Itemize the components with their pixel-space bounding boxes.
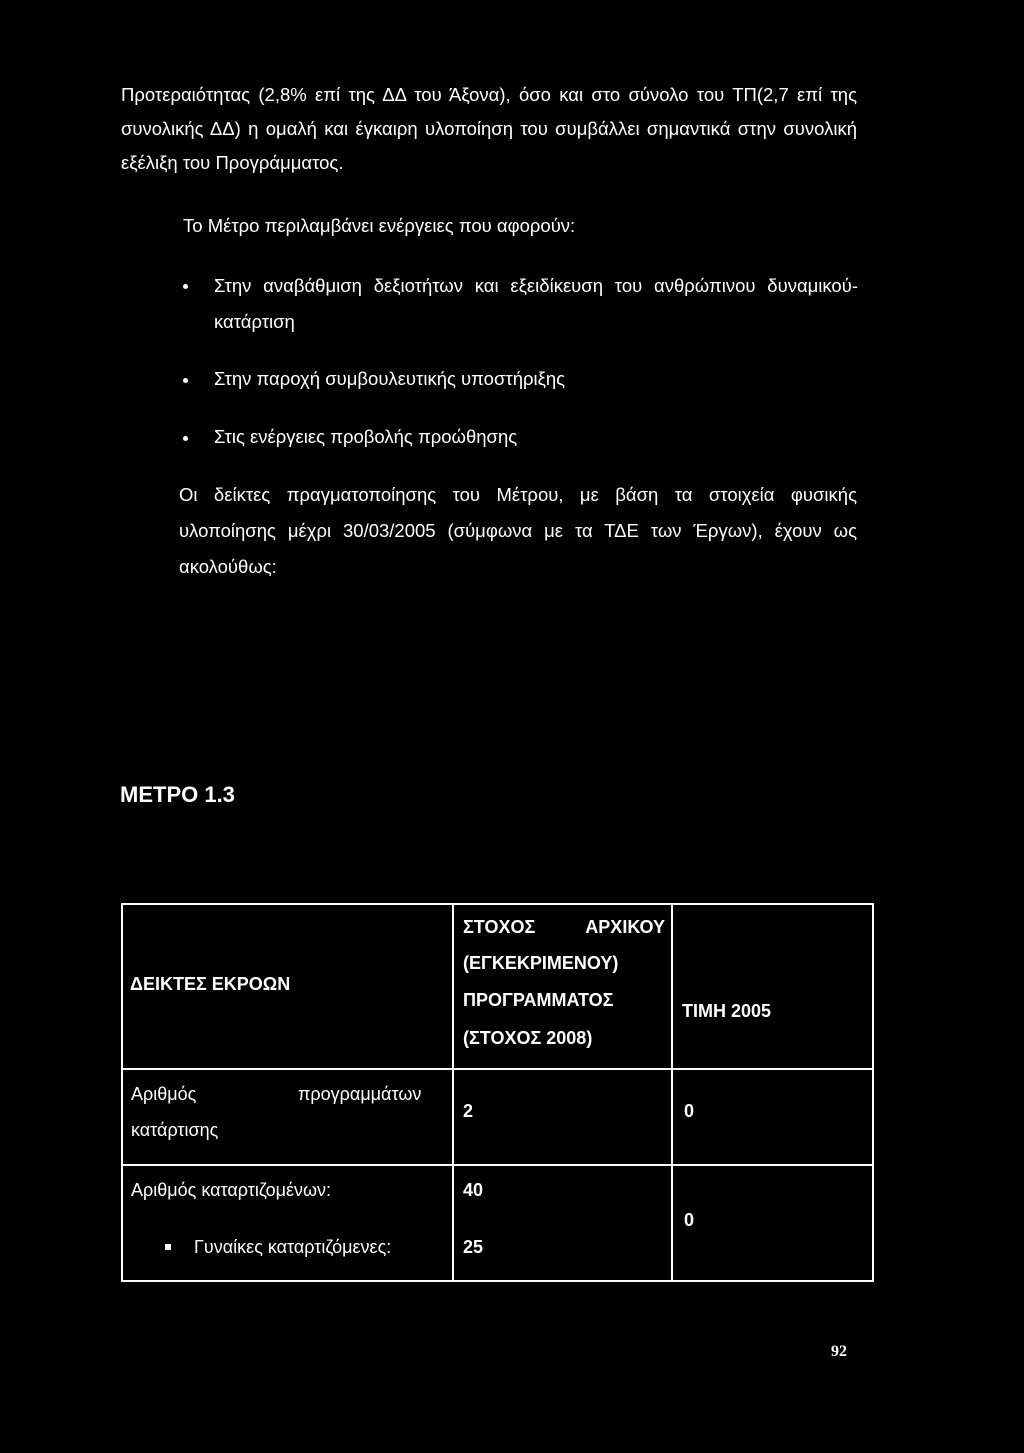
bullet-dot-icon [183, 378, 188, 383]
header-output-indicators: ΔΕΙΚΤΕΣ ΕΚΡΟΩΝ [130, 974, 291, 994]
section-title: ΜΕΤΡΟ 1.3 [120, 782, 235, 807]
bullet-dot-icon [183, 284, 188, 289]
header-target-line3: ΠΡΟΓΡΑΜΜΑΤΟΣ [463, 990, 614, 1010]
header-value-2005: ΤΙΜΗ 2005 [682, 1001, 772, 1021]
row2-value: 0 [684, 1210, 695, 1230]
bullet-item-promotion: Στις ενέργειες προβολής προώθησης [214, 426, 518, 447]
bullet-item-training: Στην αναβάθμιση δεξιοτήτων και εξειδίκευση του ανθρώπινου δυναμικού-κατάρτιση [214, 275, 858, 332]
table-col-divider-2 [671, 903, 673, 1282]
page-number: 92 [831, 1343, 847, 1360]
bullet-item-consulting: Στην παροχή συμβουλευτικής υποστήριξης [214, 368, 566, 389]
row1-value: 0 [684, 1101, 695, 1121]
row2-label: Αριθμός καταρτιζομένων: [131, 1180, 332, 1200]
table-border-left [121, 903, 123, 1282]
row2-target: 40 [463, 1180, 484, 1200]
bullet-dot-icon [183, 436, 188, 441]
intro-paragraph: Προτεραιότητας (2,8% επί της ΔΔ του Άξονα), όσο και στο σύνολο του ΤΠ(2,7 επί της συνολικής ΔΔ) η ομαλή και έγκαιρη υλοποίηση του συμβάλλει σημαντικά στην συνολική εξέλιξη του Προγράμματος. [121, 84, 857, 173]
table-border-top [121, 903, 874, 905]
header-target-line1: ΣΤΟΧΟΣ ΑΡΧΙΚΟΥ [463, 917, 665, 937]
table-col-divider-1 [452, 903, 454, 1282]
row1-target: 2 [463, 1101, 474, 1121]
row1-label-left: Αριθμός [131, 1084, 197, 1104]
header-target-line2: (ΕΓΚΕΚΡΙΜΕΝΟΥ) [463, 953, 619, 973]
table-header-divider [121, 1068, 874, 1070]
table-border-bottom [121, 1280, 874, 1282]
square-bullet-icon [165, 1244, 171, 1250]
indicators-intro-paragraph: Οι δείκτες πραγματοποίησης του Μέτρου, με βάση τα στοιχεία φυσικής υλοποίησης μέχρι 30/03/2005 (σύμφωνα με τα ΤΔΕ των Έργων), έχουν ως ακολούθως: [179, 484, 857, 577]
row2-sub-label: Γυναίκες καταρτιζόμενες: [194, 1237, 392, 1257]
row1-label-line2: κατάρτισης [131, 1120, 219, 1140]
table-border-right [872, 903, 874, 1282]
measure-intro-paragraph: Το Μέτρο περιλαμβάνει ενέργειες που αφορούν: [183, 215, 576, 236]
table-row-divider [121, 1164, 874, 1166]
row2-sub-target: 25 [463, 1237, 484, 1257]
row1-label-right: προγραμμάτων [298, 1084, 422, 1104]
header-target-line4: (ΣΤΟΧΟΣ 2008) [463, 1028, 593, 1048]
